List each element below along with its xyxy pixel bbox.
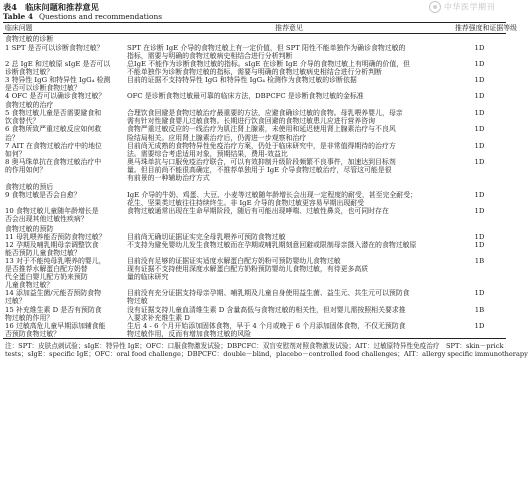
recommendation-cell-line: 物过敏 bbox=[127, 297, 148, 306]
table-title-cn: 表4 临床问题和推荐意见 bbox=[3, 2, 99, 12]
section-row bbox=[3, 34, 506, 44]
grade-value: 1D bbox=[474, 75, 485, 84]
table-row bbox=[3, 60, 506, 76]
journal-logo-icon bbox=[429, 1, 441, 13]
header-recommendation: 推荐意见 bbox=[275, 24, 303, 32]
grade-cell bbox=[453, 60, 506, 76]
grade-cell bbox=[453, 233, 506, 241]
recommendation-cell bbox=[125, 92, 453, 100]
table-row bbox=[3, 191, 506, 207]
section-row bbox=[3, 182, 506, 191]
question-cell-line: 是否可以诊断食物过敏？ bbox=[5, 83, 81, 92]
question-cell bbox=[3, 322, 125, 339]
section-title bbox=[3, 182, 125, 191]
recommendation-cell bbox=[125, 182, 453, 191]
question-cell-line: 能否预防儿童食物过敏？ bbox=[5, 248, 81, 257]
grade-cell bbox=[453, 34, 506, 44]
recommendation-cell-line: 没有证据支持儿童血清维生素 D 含量高低与食物过敏的相关性，但对婴儿需按照相关要求推 bbox=[127, 305, 406, 314]
grade-cell bbox=[453, 44, 506, 60]
section-title-line: 食物过敏的诊断 bbox=[5, 35, 54, 44]
question-cell bbox=[3, 125, 125, 141]
question-cell bbox=[3, 76, 125, 92]
footnote-line: tests；sIgE：specific IgE；OFC：oral food challenge；DBPCFC：double－blind，placebo－controlled food challenges；AIT：allergy specific immunotherapy bbox=[5, 350, 528, 359]
recommendation-cell-line: IgE 介导的牛奶、鸡蛋、大豆、小麦等过敏随年龄增长会出现一定程度的耐受，甚至完全耐受； bbox=[127, 191, 417, 200]
grade-value: 1D bbox=[474, 157, 485, 166]
section-title-line: 食物过敏的预防 bbox=[5, 224, 54, 233]
question-cell-line: 否会出现其他过敏性疾病？ bbox=[5, 215, 88, 224]
recommendation-cell-line: 现有证据不支持使用深度水解蛋白配方奶粉预防婴幼儿食物过敏，有待更多高质 bbox=[127, 265, 369, 274]
question-cell-line: 14 添加益生菌/元能否预防食物 bbox=[5, 289, 101, 298]
grade-value: 1D bbox=[474, 43, 485, 52]
recommendation-cell bbox=[125, 306, 453, 322]
recommendation-cell bbox=[125, 241, 453, 257]
question-cell bbox=[3, 207, 125, 223]
question-cell-line: 2 总 IgE 和过敏原 sIgE 是否可以 bbox=[5, 59, 111, 68]
question-cell-line: 否预防食物过敏？ bbox=[5, 329, 61, 338]
recommendation-cell bbox=[125, 100, 453, 109]
question-cell bbox=[3, 233, 125, 241]
question-cell-line: 过敏？ bbox=[5, 297, 26, 306]
recommendation-cell bbox=[125, 60, 453, 76]
recommendation-cell-line: 不能单独作为诊断食物过敏的指标，需要与明确的食物过敏病史相结合进行分析判断 bbox=[127, 67, 382, 76]
question-cell bbox=[3, 60, 125, 76]
recommendation-cell-line: 生后 4 - 6 个月开始添加固体食物，早于 4 个月或晚于 6 个月添加固体食物，不仅无预防食 bbox=[127, 321, 406, 330]
question-cell-line: 3 特异性 IgG 和特异性 IgG₄ 检测 bbox=[5, 75, 111, 84]
grade-value: 1D bbox=[474, 240, 485, 249]
recommendation-cell-line: 食物严重过敏反应的一线治疗为肌注肾上腺素，未使用和延迟使用肾上腺素治疗与不良风 bbox=[127, 125, 396, 134]
recommendation-cell-line: 目前没有足够的证据证实适度水解蛋白配方奶粉可预防婴幼儿食物过敏 bbox=[127, 256, 341, 265]
section-row bbox=[3, 100, 506, 109]
recommendation-cell bbox=[125, 125, 453, 141]
section-title-line: 食物过敏的预后 bbox=[5, 183, 54, 192]
grade-cell bbox=[453, 207, 506, 223]
recommendation-cell-line: 目前的证据不支持特异性 IgG 和特异性 IgG₄ 检测作为食物过敏的诊断依据 bbox=[127, 75, 357, 84]
grade-value: 1D bbox=[474, 207, 485, 216]
recommendation-cell-line: 量。但目前尚不能很高确定，不推荐单独用于 IgE 介导食物过敏治疗，尽管这可能是很 bbox=[127, 165, 392, 174]
table-row bbox=[3, 322, 506, 339]
recommendations-table bbox=[3, 22, 518, 339]
table-title-en bbox=[3, 12, 506, 21]
recommendation-cell bbox=[125, 158, 453, 182]
grade-cell bbox=[453, 125, 506, 141]
grade-cell bbox=[453, 100, 506, 109]
recommendation-cell-line: 奥马珠单抗与口服免疫治疗联合，可以有效抑制升级阶段频繁不良事件，加速达到目标剂 bbox=[127, 157, 396, 166]
table-row bbox=[3, 289, 506, 305]
question-cell-line: 1 SPT 是否可以诊断食物过敏？ bbox=[5, 43, 104, 52]
question-cell-line: 6 食物所致严重过敏反应如何救 bbox=[5, 125, 102, 134]
recommendation-cell-line: 目前没有充分证据支持母亲孕期、哺乳期及儿童自身使用益生菌、益生元、共生元可以预防食 bbox=[127, 289, 410, 298]
recommendation-cell bbox=[125, 142, 453, 158]
recommendation-cell bbox=[125, 207, 453, 223]
grade-value: 1D bbox=[474, 92, 485, 101]
recommendation-cell-line: 食物过敏通常出现在生命早期阶段，随后有可能出现哮喘、过敏性鼻炎，也可同时存在 bbox=[127, 207, 389, 216]
question-cell-line: 7 AIT 在食物过敏治疗中的地位 bbox=[5, 141, 102, 150]
recommendation-cell-line: 法。需要综合考虑适用对象，预期结果，费用-效益比 bbox=[127, 149, 288, 158]
question-cell-line: 儿童食物过敏？ bbox=[5, 281, 54, 290]
recommendation-cell bbox=[125, 109, 453, 125]
recommendation-cell bbox=[125, 44, 453, 60]
recommendation-cell-line: 需有针对性避食婴儿过敏食物。长期进行饮食回避的食物过敏患儿应进行营养咨询 bbox=[127, 117, 376, 126]
question-cell bbox=[3, 158, 125, 182]
question-cell bbox=[3, 191, 125, 207]
grade-cell bbox=[453, 289, 506, 305]
question-cell-line: 12 孕期及哺乳期母亲调整饮食 bbox=[5, 240, 99, 249]
table-row bbox=[3, 92, 506, 100]
table-label: Table 4 bbox=[3, 12, 33, 21]
recommendation-cell bbox=[125, 233, 453, 241]
recommendation-cell-line: 目前尚无确切证据证实完全母乳喂养可预防食物过敏 bbox=[127, 232, 286, 241]
grade-cell bbox=[453, 182, 506, 191]
table-header-row bbox=[3, 23, 506, 34]
grade-value: 1B bbox=[474, 256, 485, 265]
grade-cell bbox=[453, 158, 506, 182]
question-cell bbox=[3, 142, 125, 158]
grade-cell bbox=[453, 76, 506, 92]
recommendation-cell-line: 有前景的一种辅助治疗方式 bbox=[127, 174, 210, 182]
grade-cell bbox=[453, 224, 506, 233]
recommendation-cell-line: OFC 是诊断食物过敏最可靠的临床方法，DBPCFC 是诊断食物过敏的金标准 bbox=[127, 92, 364, 101]
table-row bbox=[3, 142, 506, 158]
question-cell bbox=[3, 44, 125, 60]
question-cell-line: 代全蛋白婴儿配方奶来预防 bbox=[5, 273, 88, 282]
grade-cell bbox=[453, 322, 506, 339]
watermark-text: 中华医学期刊 bbox=[444, 2, 495, 12]
recommendation-cell-line: 入要求补充维生素 D bbox=[127, 313, 190, 322]
question-cell bbox=[3, 241, 125, 257]
recommendation-cell bbox=[125, 322, 453, 339]
grade-value: 1D bbox=[474, 109, 485, 118]
grade-value: 1D bbox=[474, 125, 485, 134]
recommendation-cell bbox=[125, 76, 453, 92]
question-cell-line: 10 食物过敏儿童随年龄增长是 bbox=[5, 207, 99, 216]
section-title bbox=[3, 224, 125, 233]
table-row bbox=[3, 207, 506, 223]
question-cell-line: 治？ bbox=[5, 133, 19, 142]
recommendation-cell bbox=[125, 224, 453, 233]
grade-value: 1B bbox=[474, 305, 485, 314]
grade-value: 1D bbox=[474, 289, 485, 298]
question-cell-line: 饮食替代？ bbox=[5, 117, 40, 126]
question-cell-line: 11 母乳喂养能否预防食物过敏？ bbox=[5, 232, 106, 241]
question-cell-line: 如何？ bbox=[5, 149, 26, 158]
table-row bbox=[3, 241, 506, 257]
grade-value: 1D bbox=[474, 232, 485, 241]
section-title bbox=[3, 34, 125, 44]
recommendation-cell bbox=[125, 257, 453, 289]
question-cell-line: 5 食物过敏儿童是否需要避食和 bbox=[5, 109, 102, 118]
question-cell-line: 13 对于不能纯母乳喂养的婴儿， bbox=[5, 256, 106, 265]
question-cell-line: 诊断食物过敏？ bbox=[5, 67, 54, 76]
table-row bbox=[3, 125, 506, 141]
recommendation-cell-line: SPT 在诊断 IgE 介导的食物过敏上有一定价值，但 SPT 阳性不能单独作为确诊食物过敏的 bbox=[127, 43, 406, 52]
question-cell-line: 9 食物过敏是否会自愈？ bbox=[5, 191, 81, 200]
grade-cell bbox=[453, 257, 506, 289]
grade-cell bbox=[453, 306, 506, 322]
table-caption: Questions and recommendations bbox=[38, 12, 163, 21]
footnote-line: 注：SPT：皮肤点刺试验；sIgE：特异性 IgE；OFC：口服食物激发试验；DBPCFC：双盲安慰剂对照食物激发试验；AIT：过敏原特异性免疫治疗 SPT：skin－prick bbox=[5, 341, 504, 350]
table-row bbox=[3, 76, 506, 92]
grade-cell bbox=[453, 109, 506, 125]
section-row bbox=[3, 224, 506, 233]
question-cell-line: 16 过敏高危儿童早期添加辅食能 bbox=[5, 321, 106, 330]
grade-cell bbox=[453, 142, 506, 158]
recommendation-cell-line: 目前尚无成熟的食物特异性免疫治疗方案，仍处于临床研究中，是非常值得期待的治疗方 bbox=[127, 141, 396, 150]
table-row bbox=[3, 44, 506, 60]
section-title-line: 食物过敏的治疗 bbox=[5, 101, 54, 110]
question-cell bbox=[3, 109, 125, 125]
section-title bbox=[3, 100, 125, 109]
grade-value: 1D bbox=[474, 141, 485, 150]
header-question: 临床问题 bbox=[5, 24, 33, 32]
recommendation-cell-line: 合理饮食回避是食物过敏治疗最重要的方法，应避食确诊过敏的食物。母乳喂养婴儿，母亲 bbox=[127, 109, 403, 118]
question-cell-line: 15 补充维生素 D 是否有预防食 bbox=[5, 305, 102, 314]
question-cell-line: 的作用如何？ bbox=[5, 165, 47, 174]
table-row bbox=[3, 109, 506, 125]
table-row bbox=[3, 233, 506, 241]
question-cell bbox=[3, 289, 125, 305]
table-body bbox=[3, 34, 506, 338]
recommendation-cell-line: 总IgE 不能作为诊断食物过敏的指标。sIgE 在诊断 IgE 介导的食物过敏上有明确的价值，但 bbox=[127, 59, 411, 68]
question-cell-line: 物过敏的作用？ bbox=[5, 313, 54, 322]
grade-value: 1D bbox=[474, 321, 485, 330]
grade-cell bbox=[453, 92, 506, 100]
recommendation-cell bbox=[125, 289, 453, 305]
recommendation-cell-line: 指标，需要与明确的食物过敏病史相结合进行分析判断 bbox=[127, 51, 293, 60]
question-cell bbox=[3, 306, 125, 322]
recommendation-cell-line: 物过敏作用，反而有增加食物过敏的风险 bbox=[127, 329, 252, 338]
recommendation-cell-line: 险结局相关。应用肾上腺素治疗后，仍需进一步观察和治疗 bbox=[127, 133, 307, 142]
table-row bbox=[3, 158, 506, 182]
grade-value: 1D bbox=[474, 59, 485, 68]
header-grade: 推荐强度和证据等级 bbox=[455, 24, 518, 32]
recommendation-cell-line: 不支持为避免婴幼儿发生食物过敏而在孕期或哺乳期刻意回避或限制母亲摄入潜在的食物过敏原 bbox=[127, 240, 417, 249]
question-cell bbox=[3, 92, 125, 100]
table-footnote bbox=[3, 341, 528, 359]
recommendation-cell bbox=[125, 34, 453, 44]
grade-value: 1D bbox=[474, 191, 485, 200]
table-row bbox=[3, 257, 506, 289]
recommendation-cell bbox=[125, 191, 453, 207]
grade-cell bbox=[453, 241, 506, 257]
recommendation-cell-line: 量的临床研究 bbox=[127, 273, 169, 282]
question-cell-line: 4 OFC 是否可以确诊食物过敏？ bbox=[5, 92, 106, 101]
journal-watermark bbox=[429, 1, 495, 13]
question-cell-line: 8 奥马珠单抗在食物过敏治疗中 bbox=[5, 157, 102, 166]
grade-cell bbox=[453, 191, 506, 207]
table-row bbox=[3, 306, 506, 322]
recommendation-cell-line: 花生、坚果类过敏往往持续终生。非 IgE 介导的食物过敏更容易早期出现耐受 bbox=[127, 199, 365, 208]
question-cell-line: 是否推荐水解蛋白配方奶替 bbox=[5, 265, 88, 274]
question-cell bbox=[3, 257, 125, 289]
